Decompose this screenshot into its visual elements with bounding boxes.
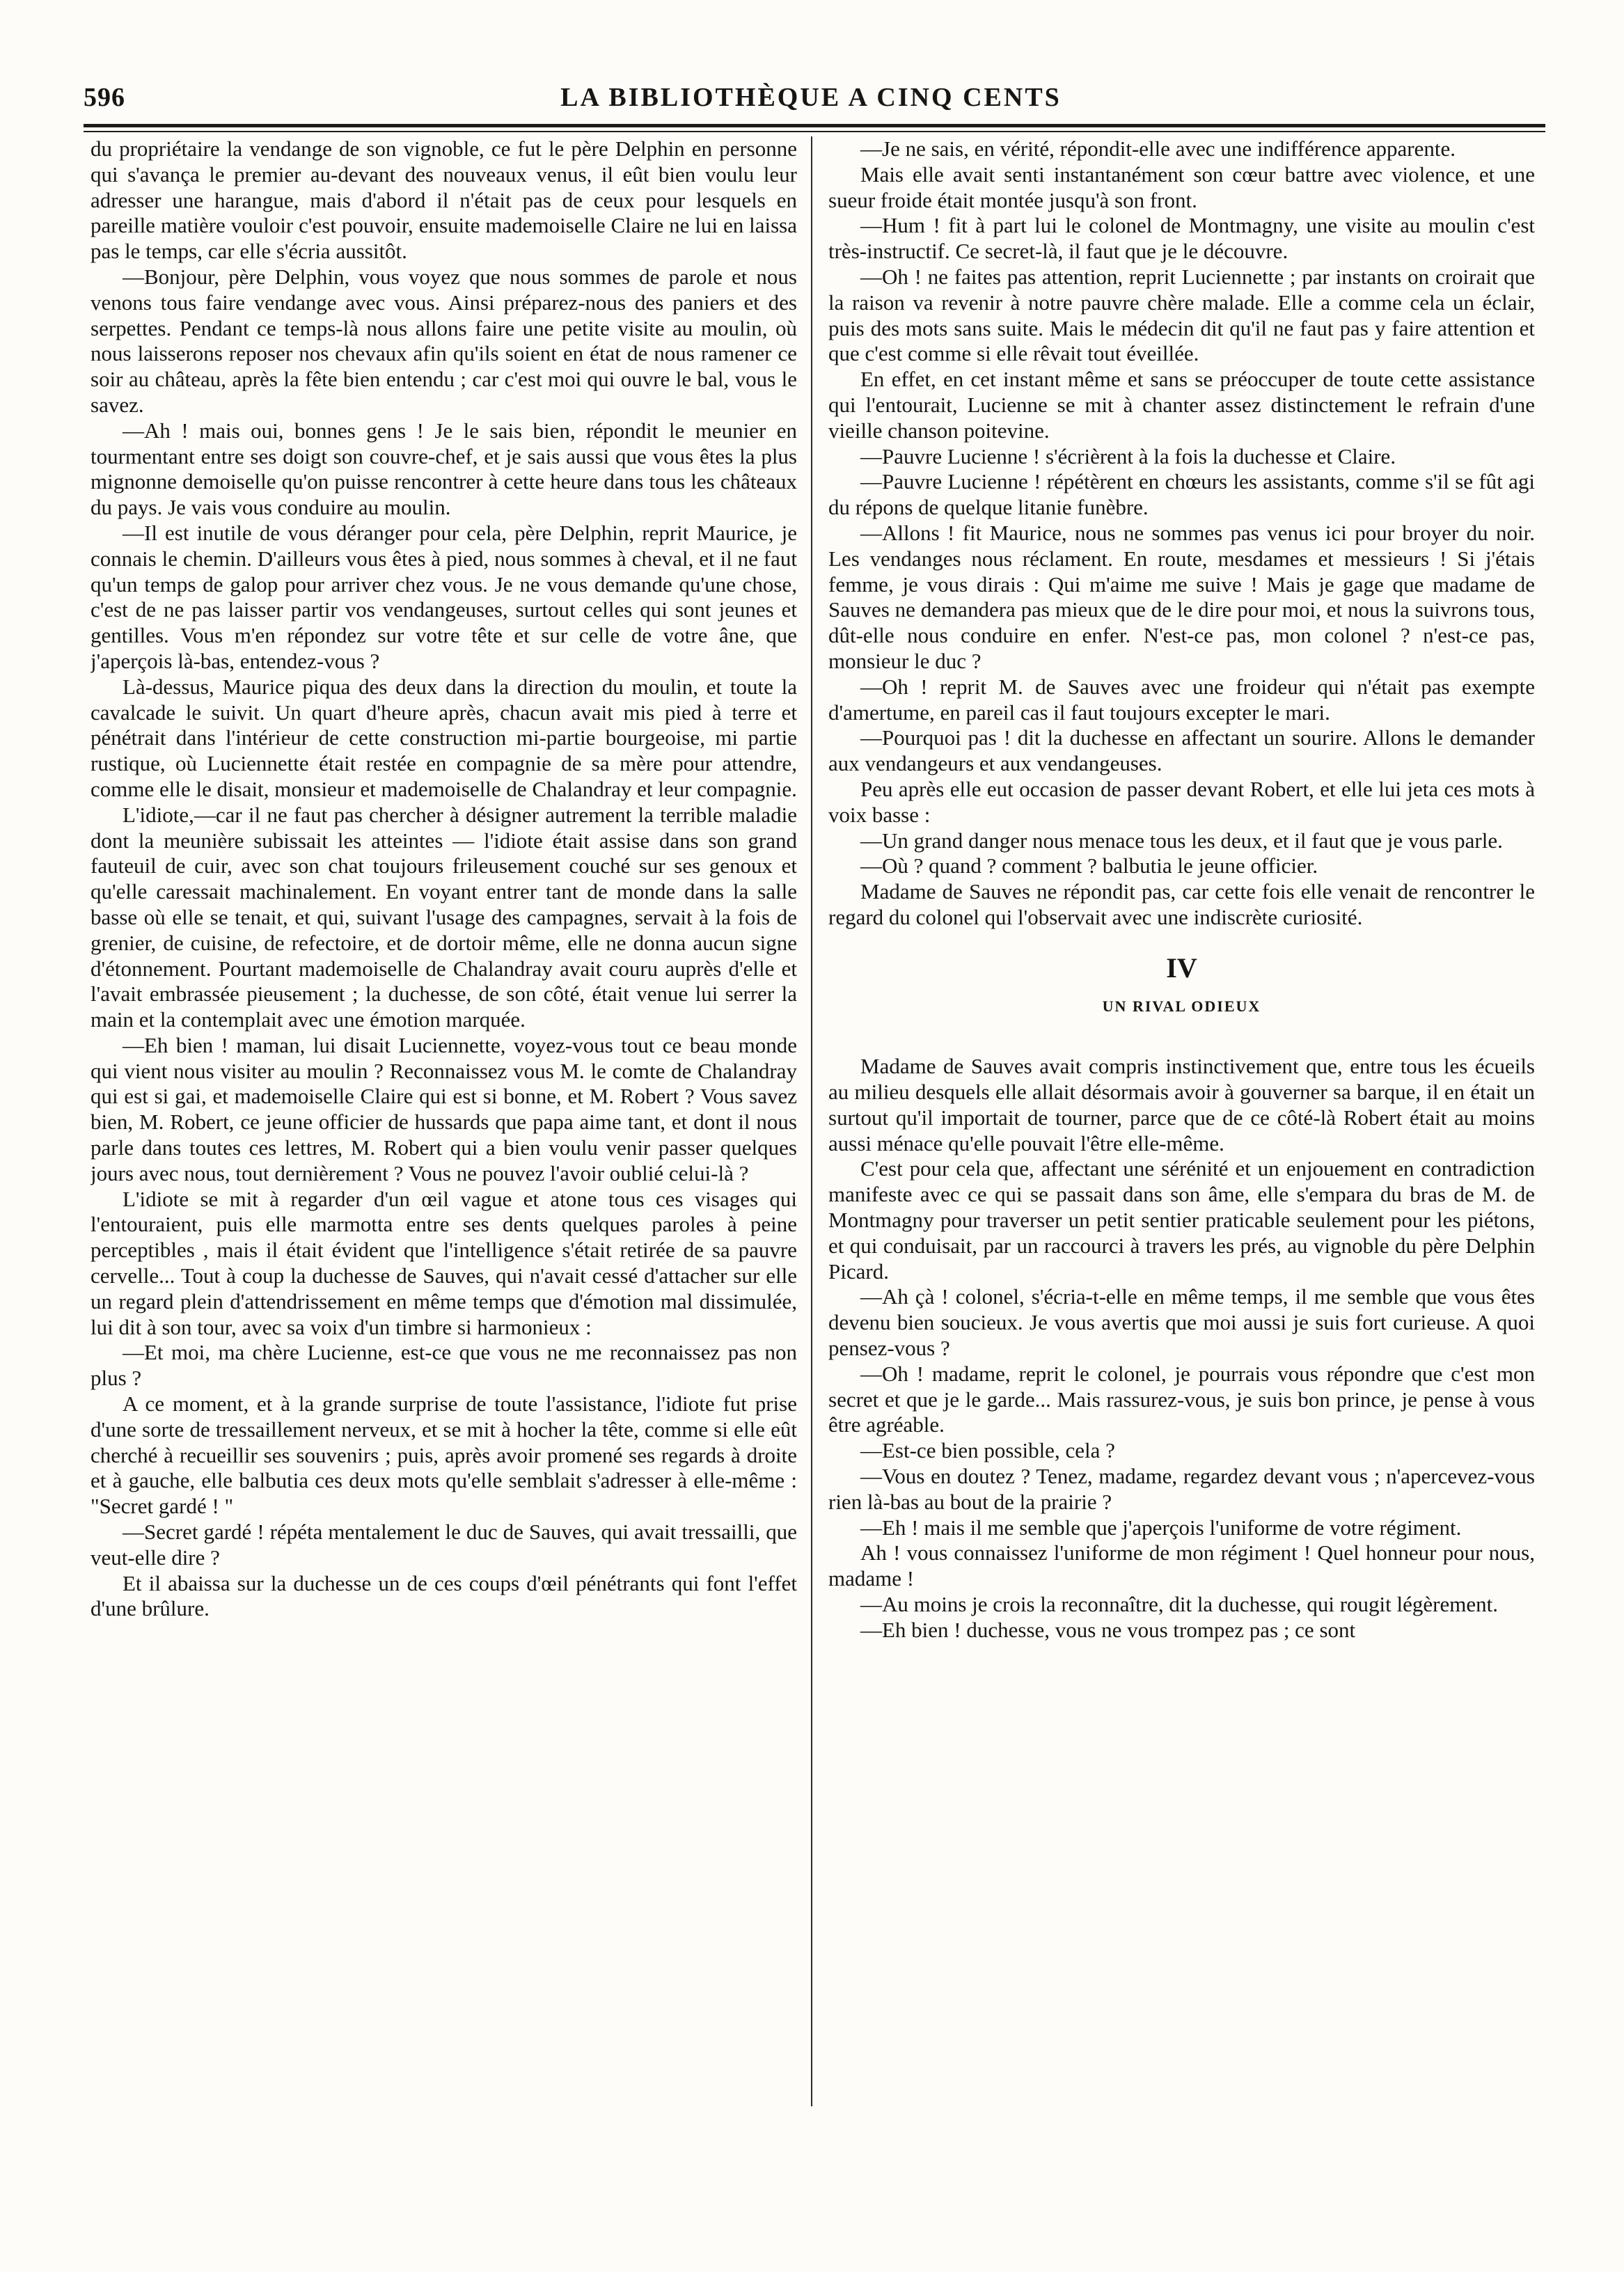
paragraph: —Pauvre Lucienne ! répétèrent en chœurs les assistants, comme s'il se fût agi du répons de quelque litanie funèbre. (828, 469, 1535, 520)
paragraph: —Eh ! mais il me semble que j'aperçois l'uniforme de votre régiment. (860, 1515, 1462, 1540)
paragraph: Mais elle avait senti instantanément son cœur battre avec violence, et une sueur froide était montée jusqu'à son front. (828, 161, 1535, 212)
paragraph: —Il est inutile de vous déranger pour cela, père Delphin, reprit Maurice, je connais le chemin. D'ailleurs vous êtes à pied, nous sommes à cheval, et il ne faut qu'un temps de galop pour arriver chez vous. Je ne vous demande qu'une chose, c'est de ne pas laisser partir vos vendangeuses, surtout celles qui sont jeunes et gentilles. Vous m'en répondez sur votre tête et sur celle de votre âne, que j'aperçois là-bas, entendez-vous ? (90, 520, 797, 673)
paragraph: —Secret gardé ! répéta mentalement le duc de Sauves, qui avait tressailli, que veut-elle dire ? (90, 1520, 797, 1570)
paragraph: Ah ! vous connaissez l'uniforme de mon régiment ! Quel honneur pour nous, madame ! (828, 1540, 1535, 1591)
paragraph: —Je ne sais, en vérité, répondit-elle avec une indifférence apparente. (860, 136, 1456, 161)
paragraph: —Ah çà ! colonel, s'écria-t-elle en même temps, il me semble que vous êtes devenu bien soucieux. Je vous avertis que moi aussi je suis fort curieuse. A quoi pensez-vous ? (828, 1284, 1535, 1361)
paragraph: —Oh ! ne faites pas attention, reprit Luciennette ; par instants on croirait que la raison va revenir à notre pauvre chère malade. Elle a comme cela un éclair, puis des mots sans suite. Mais le médecin dit qu'il ne faut pas y faire attention et que c'est comme si elle rêvait tout éveillée. (828, 264, 1535, 366)
paragraph: —Où ? quand ? comment ? balbutia le jeune officier. (860, 853, 1318, 878)
paragraph: —Pourquoi pas ! dit la duchesse en affectant un sourire. Allons le demander aux vendangeurs et aux vendangeuses. (828, 725, 1535, 776)
paragraph: —Et moi, ma chère Lucienne, est-ce que vous ne me reconnaissez pas non plus ? (90, 1340, 797, 1391)
left-column (90, 136, 797, 2120)
running-title: LA BIBLIOTHÈQUE A CINQ CENTS (560, 83, 1062, 112)
paragraph: —Eh bien ! duchesse, vous ne vous trompez pas ; ce sont (860, 1617, 1356, 1642)
paragraph: —Allons ! fit Maurice, nous ne sommes pas venus ici pour broyer du noir. Les vendanges nous réclament. En route, mesdames et messieurs ! Si j'étais femme, je vous dirais : Qui m'aime me suive ! Mais je gage que madame de Sauves ne demandera pas mieux que de le dire pour moi, et nous la suivrons tous, dût-elle nous conduire en enfer. N'est-ce pas, mon colonel ? n'est-ce pas, monsieur le duc ? (828, 520, 1535, 673)
paragraph: —Au moins je crois la reconnaître, dit la duchesse, qui rougit légèrement. (860, 1592, 1498, 1617)
header-rule-thick (84, 124, 1545, 127)
page-number: 596 (84, 83, 125, 112)
paragraph: Là-dessus, Maurice piqua des deux dans la direction du moulin, et toute la cavalcade le suivit. Un quart d'heure après, chacun avait mis pied à terre et pénétrait dans l'intérieur de cette construction mi-partie bourgeoise, mi partie rustique, où Luciennette était restée en compagnie de sa mère pour attendre, comme elle le disait, monsieur et mademoiselle de Chalandray et leur compagnie. (90, 674, 797, 801)
paragraph: —Hum ! fit à part lui le colonel de Montmagny, une visite au moulin c'est très-instructif. Ce secret-là, il faut que je le découvre. (828, 213, 1535, 264)
paragraph: Peu après elle eut occasion de passer devant Robert, et elle lui jeta ces mots à voix basse : (828, 776, 1535, 827)
paragraph: —Oh ! reprit M. de Sauves avec une froideur qui n'était pas exempte d'amertume, en pareil cas il faut toujours excepter le mari. (828, 674, 1535, 725)
header-rule-thin (84, 131, 1545, 132)
paragraph: A ce moment, et à la grande surprise de toute l'assistance, l'idiote fut prise d'une sorte de tressaillement nerveux, et se mit à hocher la tête, comme si elle eût cherché à recueillir ses souvenirs ; puis, après avoir promené ses regards à droite et à gauche, elle balbutia ces deux mots qu'elle semblait s'adresser à elle-même : "Secret gardé ! " (90, 1391, 797, 1519)
chapter-title: UN RIVAL ODIEUX (1102, 997, 1261, 1015)
paragraph: du propriétaire la vendange de son vignoble, ce fut le père Delphin en personne qui s'avança le premier au-devant des nouveaux venus, il eût bien voulu leur adresser une harangue, mais d'abord il n'était pas de ceux pour lesquels en pareille matière vouloir c'est pouvoir, ensuite mademoiselle Claire ne lui en laissa pas le temps, car elle s'écria aussitôt. (90, 136, 797, 264)
paragraph: En effet, en cet instant même et sans se préoccuper de toute cette assistance qui l'entourait, Lucienne se mit à chanter assez distinctement le refrain d'une vieille chanson poitevine. (828, 367, 1535, 443)
paragraph: —Oh ! madame, reprit le colonel, je pourrais vous répondre que c'est mon secret et que je le garde... Mais rassurez-vous, je suis bon prince, je pense à vous être agréable. (828, 1361, 1535, 1437)
paragraph: Madame de Sauves avait compris instinctivement que, entre tous les écueils au milieu desquels elle allait désormais avoir à gouverner sa barque, il en était un surtout qu'il importait de tourner, parce que de ce côté-là Robert était au moins aussi ménace qu'elle pouvait l'être elle-même. (828, 1054, 1535, 1155)
paragraph: —Pauvre Lucienne ! s'écrièrent à la fois la duchesse et Claire. (860, 443, 1396, 468)
paragraph: —Est-ce bien possible, cela ? (860, 1438, 1115, 1463)
column-divider (811, 136, 812, 2106)
chapter-number: IV (1166, 952, 1197, 984)
paragraph: —Vous en doutez ? Tenez, madame, regardez devant vous ; n'apercevez-vous rien là-bas au bout de la prairie ? (828, 1464, 1535, 1514)
paragraph: L'idiote,—car il ne faut pas chercher à désigner autrement la terrible maladie dont la meunière subissait les atteintes — l'idiote était assise dans son grand fauteuil de cuir, avec son chat toujours frileusement couché sur ses genoux et qu'elle caressait machinalement. En voyant entrer tant de monde dans la salle basse où elle se tenait, et qui, suivant l'usage des campagnes, servait à la fois de grenier, de cuisine, de refectoire, et de dortoir même, elle ne donna aucun signe d'étonnement. Pourtant mademoiselle de Chalandray avait couru auprès d'elle et l'avait embrassée pieusement ; la duchesse, de son côté, était venue lui serrer la main et la contemplait avec une émotion marquée. (90, 802, 797, 1032)
paragraph: —Bonjour, père Delphin, vous voyez que nous sommes de parole et nous venons tous faire vendange avec vous. Ainsi préparez-nous des paniers et des serpettes. Pendant ce temps-là nous allons faire une petite visite au moulin, où nous laisserons reposer nos chevaux afin qu'ils soient en état de nous ramener ce soir au château, après la fête bien entendu ; car c'est moi qui ouvre le bal, vous le savez. (90, 264, 797, 417)
paragraph: Madame de Sauves ne répondit pas, car cette fois elle venait de rencontrer le regard du colonel qui l'observait avec une indiscrète curiosité. (828, 879, 1535, 929)
paragraph: —Eh bien ! maman, lui disait Luciennette, voyez-vous tout ce beau monde qui vient nous visiter au moulin ? Reconnaissez vous M. le comte de Chalandray qui est si gai, et mademoiselle Claire qui est si bonne, et M. Robert ? Vous savez bien, M. Robert, ce jeune officier de hussards que papa aime tant, et dont il nous parle dans toutes ces lettres, M. Robert qui a bien voulu venir passer quelques jours avec nous, tout dernièrement ? Vous ne pouvez l'avoir oublié celui-là ? (90, 1032, 797, 1185)
paragraph: L'idiote se mit à regarder d'un œil vague et atone tous ces visages qui l'entouraient, puis elle marmotta entre ses dents quelques paroles à peine perceptibles , mais il était évident que l'intelligence s'était retirée de sa pauvre cervelle... Tout à coup la duchesse de Sauves, qui n'avait cessé d'attacher sur elle un regard plein d'attendrissement en même temps que d'émotion mal dissimulée, lui dit à son tour, avec sa voix d'un timbre si harmonieux : (90, 1186, 797, 1339)
paragraph: —Un grand danger nous menace tous les deux, et il faut que je vous parle. (860, 828, 1503, 853)
paragraph: —Ah ! mais oui, bonnes gens ! Je le sais bien, répondit le meunier en tourmentant entre ses doigt son couvre-chef, et je sais aussi que vous êtes la plus mignonne demoiselle qu'on puisse rencontrer à cette heure dans tous les châteaux du pays. Je vais vous conduire au moulin. (90, 418, 797, 520)
page-header (84, 82, 1538, 123)
paragraph: Et il abaissa sur la duchesse un de ces coups d'œil pénétrants qui font l'effet d'une brûlure. (90, 1570, 797, 1621)
right-column (828, 136, 1535, 2120)
paragraph: C'est pour cela que, affectant une sérénité et un enjouement en contradiction manifeste avec ce qui se passait dans son âme, elle s'empara du bras de M. de Montmagny pour traverser un petit sentier praticable seulement pour les piétons, et qui conduisait, par un raccourci à travers les prés, au vignoble du père Delphin Picard. (828, 1156, 1535, 1284)
